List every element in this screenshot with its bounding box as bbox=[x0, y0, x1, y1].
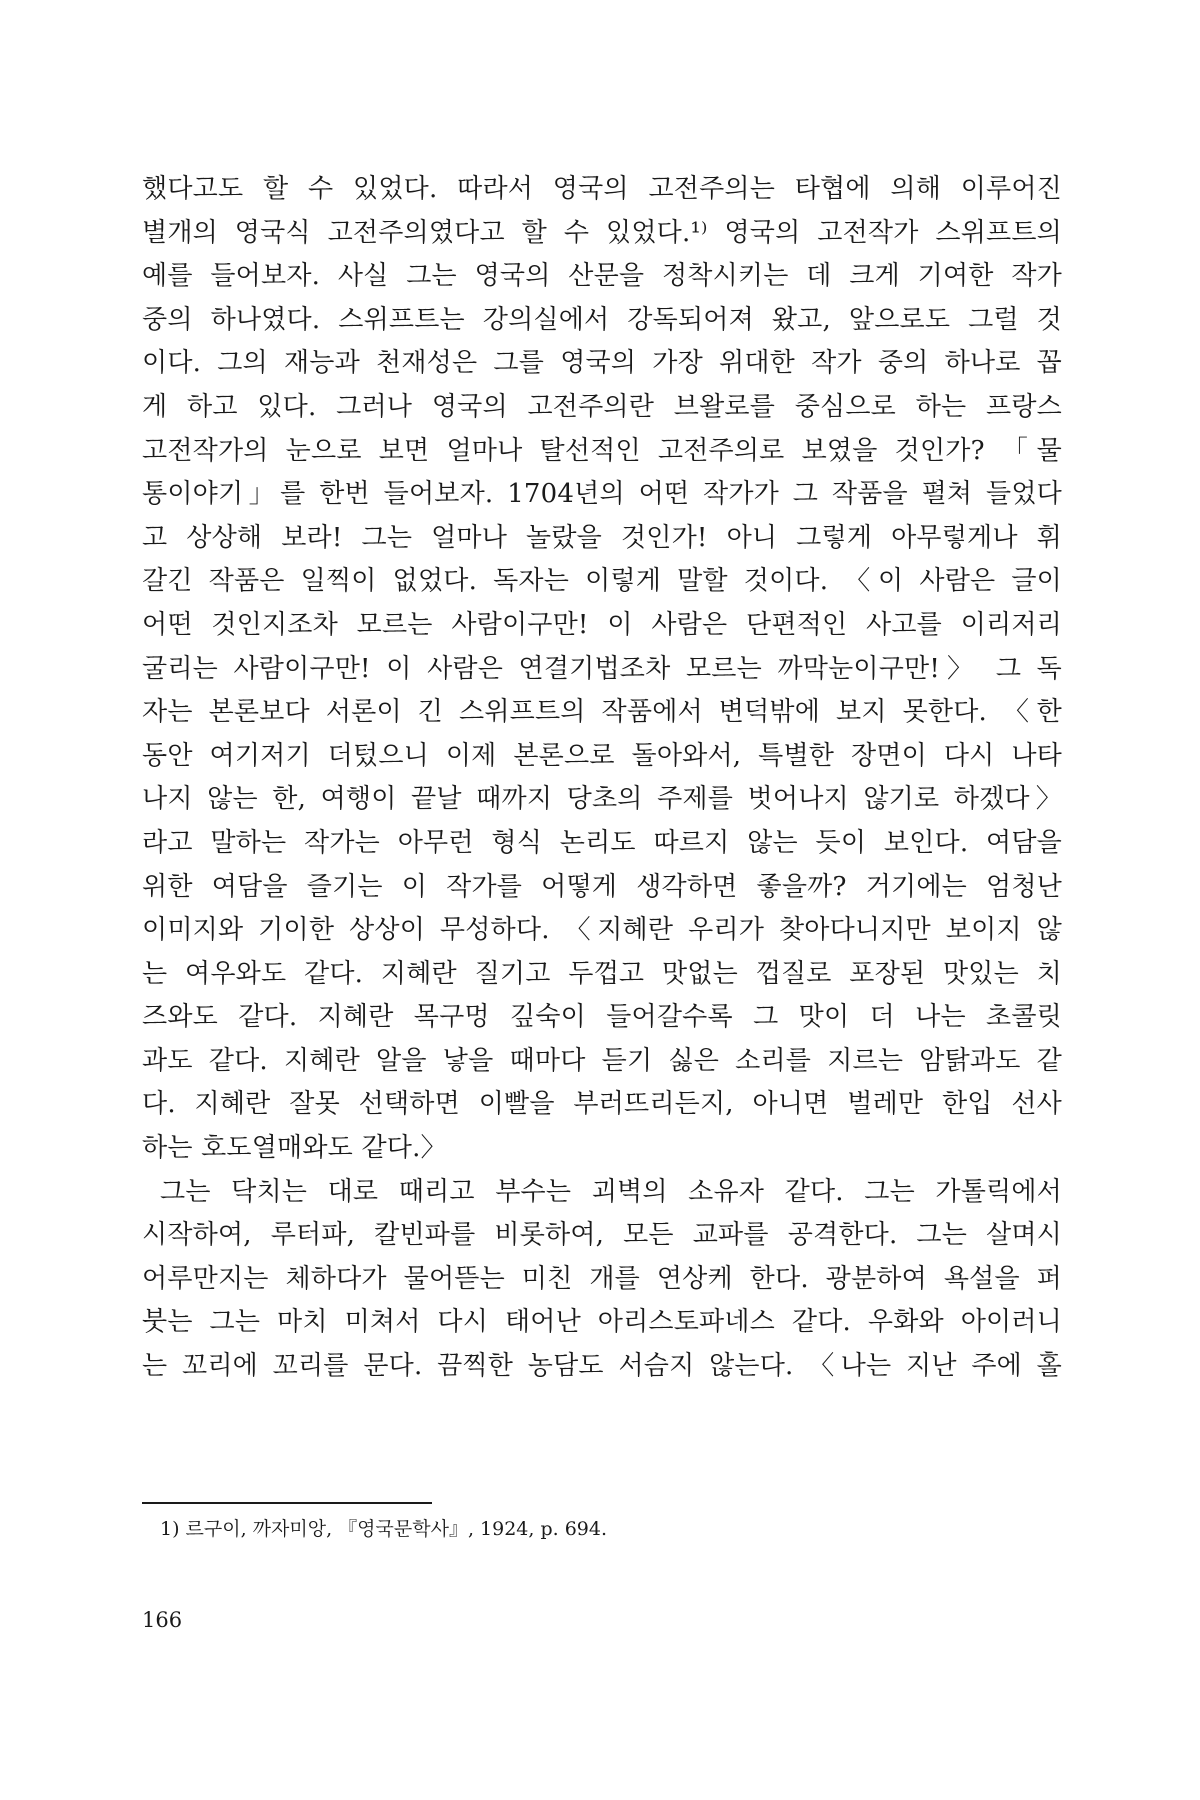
text-line: 고전작가의 눈으로 보면 얼마나 탈선적인 고전주의로 보였을 것인가? 「물 bbox=[142, 435, 1062, 466]
text-line: 동안 여기저기 더텄으니 이제 본론으로 돌아와서, 특별한 장면이 다시 나타 bbox=[142, 740, 1062, 771]
footnote-rule bbox=[142, 1502, 432, 1504]
text-line: 통이야기」를 한번 들어보자. 1704년의 어떤 작가가 그 작품을 펼쳐 들었다 bbox=[142, 479, 1062, 510]
body-text bbox=[142, 168, 1062, 1389]
text-line: 즈와도 같다. 지혜란 목구멍 깊숙이 들어갈수록 그 맛이 더 나는 초콜릿 bbox=[142, 1002, 1062, 1033]
text-line: 했다고도 할 수 있었다. 따라서 영국의 고전주의는 타협에 의해 이루어진 bbox=[142, 174, 1062, 204]
text-line: 고 상상해 보라! 그는 얼마나 놀랐을 것인가! 아니 그렇게 아무렇게나 휘 bbox=[142, 522, 1062, 553]
text-line: 이다. 그의 재능과 천재성은 그를 영국의 가장 위대한 작가 중의 하나로 꼽 bbox=[142, 348, 1062, 379]
text-line: 다. 지혜란 잘못 선택하면 이빨을 부러뜨리든지, 아니면 벌레만 한입 선사 bbox=[142, 1089, 1062, 1120]
text-line: 갈긴 작품은 일찍이 없었다. 독자는 이렇게 말할 것이다. 〈이 사람은 글이 bbox=[142, 566, 1062, 597]
page-number: 166 bbox=[142, 1608, 183, 1632]
text-line: 위한 여담을 즐기는 이 작가를 어떻게 생각하면 좋을까? 거기에는 엄청난 bbox=[142, 871, 1062, 902]
text-line: 라고 말하는 작가는 아무런 형식 논리도 따르지 않는 듯이 보인다. 여담을 bbox=[142, 827, 1062, 858]
text-line: 어루만지는 체하다가 물어뜯는 미친 개를 연상케 한다. 광분하여 욕설을 퍼 bbox=[142, 1263, 1062, 1294]
text-line: 는 꼬리에 꼬리를 문다. 끔찍한 농담도 서슴지 않는다. 〈나는 지난 주에 홀 bbox=[142, 1351, 1062, 1382]
text-line: 어떤 것인지조차 모르는 사람이구만! 이 사람은 단편적인 사고를 이리저리 bbox=[142, 609, 1062, 640]
text-line: 게 하고 있다. 그러나 영국의 고전주의란 브왈로를 중심으로 하는 프랑스 bbox=[142, 391, 1062, 422]
text-line: 하는 호도열매와도 같다.〉 bbox=[142, 1133, 447, 1164]
footnote: 1) 르구이, 까자미앙, 『영국문학사』, 1924, p. 694. bbox=[160, 1518, 608, 1540]
text-line: 는 여우와도 같다. 지혜란 질기고 두껍고 맛없는 껍질로 포장된 맛있는 치 bbox=[142, 958, 1062, 989]
text-line: 자는 본론보다 서론이 긴 스위프트의 작품에서 변덕밖에 보지 못한다. 〈한 bbox=[142, 697, 1062, 728]
text-line: 굴리는 사람이구만! 이 사람은 연결기법조차 모르는 까막눈이구만!〉 그 독 bbox=[142, 653, 1062, 684]
text-line: 과도 같다. 지혜란 알을 낳을 때마다 듣기 싫은 소리를 지르는 암탉과도 같 bbox=[142, 1045, 1062, 1076]
text-line: 나지 않는 한, 여행이 끝날 때까지 당초의 주제를 벗어나지 않기로 하겠다〉 bbox=[142, 784, 1062, 815]
text-line: 별개의 영국식 고전주의였다고 할 수 있었다.¹⁾ 영국의 고전작가 스위프트의 bbox=[142, 217, 1062, 248]
text-line: 중의 하나였다. 스위프트는 강의실에서 강독되어져 왔고, 앞으로도 그럴 것 bbox=[142, 304, 1062, 335]
text-line: 이미지와 기이한 상상이 무성하다. 〈지혜란 우리가 찾아다니지만 보이지 않 bbox=[142, 915, 1062, 946]
text-line: 붓는 그는 마치 미쳐서 다시 태어난 아리스토파네스 같다. 우화와 아이러니 bbox=[142, 1307, 1062, 1338]
text-line: 시작하여, 루터파, 칼빈파를 비롯하여, 모든 교파를 공격한다. 그는 살며시 bbox=[142, 1220, 1062, 1251]
text-line: 예를 들어보자. 사실 그는 영국의 산문을 정착시키는 데 크게 기여한 작가 bbox=[142, 261, 1062, 292]
text-line: 그는 닥치는 대로 때리고 부수는 괴벽의 소유자 같다. 그는 가톨릭에서 bbox=[160, 1176, 1062, 1207]
